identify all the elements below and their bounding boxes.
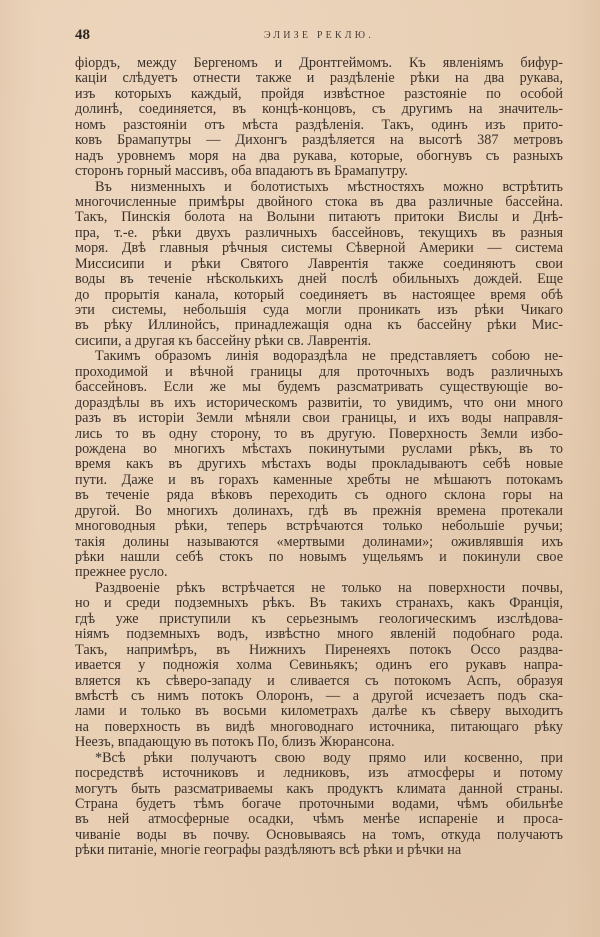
text-line: фіордъ, между Бергеномъ и Дронтгеймомъ. Къ явленіямъ бифур-: [75, 55, 563, 71]
text-line: вляется къ сѣверо-западу и сливается съ потокомъ Аспъ, образуя: [75, 672, 563, 689]
text-line: лись то въ одну сторону, то въ другую. Поверхность Земли избо-: [75, 425, 563, 442]
text-line: ніямъ подземныхъ водъ, извѣстно много явленій подобнаго рода.: [75, 626, 563, 643]
text-line: изъ которыхъ каждый, пройдя извѣстное разстояніе по особой: [75, 85, 563, 102]
text-line: воды въ теченіе нѣсколькихъ дней послѣ обильныхъ дождей. Еще: [75, 271, 563, 288]
text-line: до прорытія канала, который соединяетъ въ настоящее время обѣ: [75, 286, 563, 303]
text-line: Миссисипи и рѣки Святого Лаврентія также соединяютъ свои: [75, 255, 563, 272]
text-line: номъ разстояніи отъ мѣста раздѣленія. Такъ, одинъ изъ прито-: [75, 116, 563, 133]
paragraph: [75, 581, 563, 751]
text-line: Такъ, Пинскія болота на Волыни питаютъ притоки Вислы и Днѣ-: [75, 209, 563, 226]
text-line: каціи слѣдуетъ отнести также и раздѣленіе рѣки на два рукава,: [75, 70, 563, 87]
text-line: ковъ Брамапутры — Дихонгъ раздѣляется на высотѣ 387 метровъ: [75, 132, 563, 149]
paragraph: [75, 56, 563, 180]
page-header: [75, 27, 563, 45]
text-line: въ теченіе ряда вѣковъ переходить съ одного склона горы на: [75, 487, 563, 504]
text-line: сисипи, а другая къ бассейну рѣки св. Лаврентія.: [75, 332, 372, 349]
text-line: эти системы, небольшія суда могли проникать изъ рѣки Чикаго: [75, 302, 563, 318]
text-line: проходимой и вѣчной границы для проточныхъ водъ различныхъ: [75, 363, 563, 380]
text-line: моря. Двѣ главныя рѣчныя системы Сѣверной Америки — система: [75, 240, 563, 257]
text-line: лами и только въ восьми километрахъ далѣе къ сѣверу выходитъ: [75, 703, 563, 720]
text-line: ивается у подножія холма Севиньякъ; одинъ его рукавъ напра-: [75, 657, 563, 674]
page-number: 48: [75, 27, 90, 43]
running-head: ЭЛИЗЕ РЕКЛЮ.: [264, 30, 374, 41]
text-line: время какъ въ другихъ мѣстахъ воды прокладываютъ себѣ новые: [75, 456, 563, 473]
text-line: пра, т.-е. рѣки двухъ различныхъ бассейновъ, текущихъ въ разныя: [75, 224, 563, 241]
text-line: разъ въ исторіи Земли мѣняли свои границы, и ихъ воды направля-: [75, 410, 563, 427]
text-line: въ рѣку Иллинойсъ, принадлежащія одна къ бассейну рѣки Мис-: [75, 317, 563, 334]
text-line: но и среди подземныхъ рѣкъ. Въ такихъ странахъ, какъ Франція,: [75, 595, 563, 612]
body-text: [75, 56, 563, 859]
text-line: могутъ быть разсматриваемы какъ продуктъ климата данной страны.: [75, 780, 563, 797]
text-line: *Всѣ рѣки получаютъ свою воду прямо или косвенно, при: [95, 749, 563, 766]
text-line: на поверхность въ видѣ многоводнаго источника, питающаго рѣку: [75, 718, 563, 735]
text-line: Раздвоеніе рѣкъ встрѣчается не только на поверхности почвы,: [95, 579, 563, 596]
paragraph: [75, 180, 563, 350]
text-line: сторонъ горный массивъ, оба впадаютъ въ Брамапутру.: [75, 163, 408, 180]
text-line: Въ низменныхъ и болотистыхъ мѣстностяхъ можно встрѣтить: [95, 178, 563, 195]
text-line: рѣки питаніе, многіе географы раздѣляютъ всѣ рѣки и рѣчки на: [75, 842, 462, 859]
text-line: другой. Во многихъ долинахъ, гдѣ въ прежнія времена протекали: [75, 502, 563, 519]
text-line: Страна будетъ тѣмъ богаче проточными водами, чѣмъ обильнѣе: [75, 796, 563, 812]
paragraph: [75, 349, 563, 581]
text-line: такія долины называются «мертвыми долинами»; оживлявшія ихъ: [75, 533, 563, 550]
text-line: въ ней атмосферные осадки, чѣмъ менѣе испареніе и проса-: [75, 811, 563, 828]
text-line: вмѣстѣ съ нимъ потокъ Олоронъ, — а другой исчезаетъ подъ ска-: [75, 687, 563, 704]
text-line: Такимъ образомъ линія водораздѣла не представляетъ собою не-: [95, 348, 563, 365]
text-line: Такъ, напримѣръ, въ Нижнихъ Пиренеяхъ потокъ Оссо раздва-: [75, 641, 563, 658]
text-line: пути. Даже и въ горахъ каменные хребты не мѣшаютъ потокамъ: [75, 471, 563, 488]
text-line: надъ уровнемъ моря на два рукава, которые, обогнувъ съ разныхъ: [75, 147, 563, 164]
text-line: дораздѣлы въ ихъ историческомъ развитіи, то увидимъ, что они много: [75, 394, 563, 411]
text-line: чиваніе воды въ почву. Основываясь на томъ, откуда получаютъ: [75, 826, 563, 843]
text-line: рождена во многихъ мѣстахъ покинутыми руслами рѣкъ, въ то: [75, 440, 563, 457]
text-line: многочисленные примѣры двойного стока въ два различные бассейна.: [75, 193, 563, 210]
text-line: рѣки нашли себѣ стокъ по новымъ ущельямъ и покинули свое: [75, 549, 563, 565]
text-line: бассейновъ. Если же мы будемъ разсматривать существующіе во-: [75, 379, 563, 396]
text-line: гдѣ уже приступили къ серьезнымъ геологическимъ изслѣдова-: [75, 610, 563, 627]
text-line: долинѣ, соединяется, въ концѣ-концовъ, съ другимъ на значитель-: [75, 101, 563, 118]
text-line: посредствѣ источниковъ и ледниковъ, изъ атмосферы и потому: [75, 765, 563, 782]
text-line: Неезъ, впадающую въ потокъ По, близъ Жюрансона.: [75, 734, 395, 751]
text-line: многоводныя рѣки, теперь встрѣчаются только небольшіе ручьи;: [75, 518, 563, 535]
paragraph: [75, 751, 563, 859]
text-line: прежнее русло.: [75, 564, 168, 581]
